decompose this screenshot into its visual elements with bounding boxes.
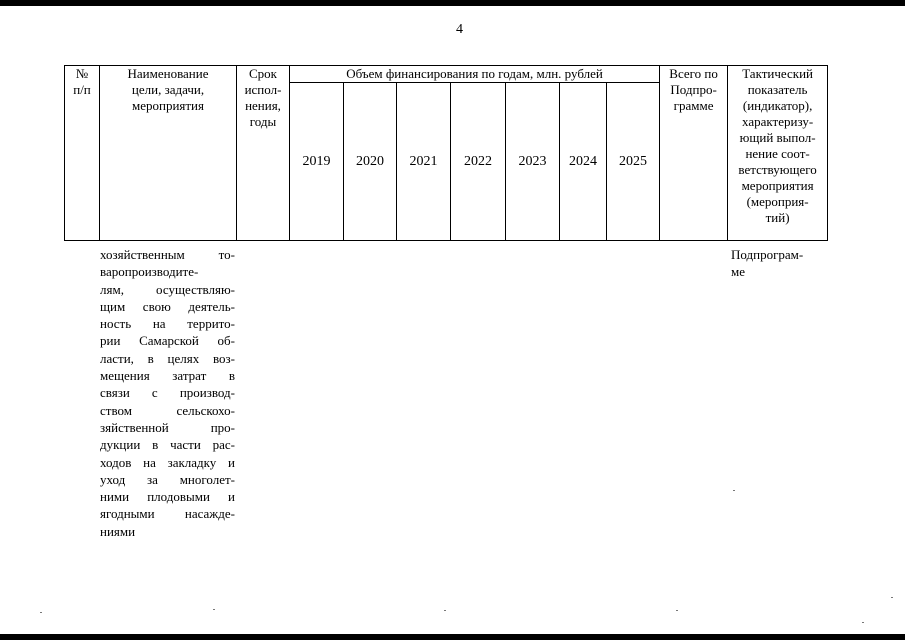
activity-description: [100, 246, 235, 540]
header-indicator-line: нение соот-: [745, 146, 810, 161]
header-cell-financing: Объем финансирования по годам, млн. рублей: [290, 66, 660, 83]
header-name-line: мероприятия: [131, 98, 204, 113]
header-number-line: п/п: [73, 82, 91, 97]
header-term-line: годы: [249, 114, 277, 129]
description-line: щим свою деятель-: [100, 298, 235, 314]
description-line: ниями: [100, 523, 136, 539]
header-name-line: Наименование: [127, 66, 209, 81]
header-cell-indicator: [728, 66, 828, 241]
description-line: варопроизводите-: [100, 264, 199, 280]
page-number: 4: [456, 22, 463, 37]
header-number-line: №: [75, 66, 89, 81]
scan-speck: [40, 612, 42, 613]
description-line: связи с производ-: [100, 385, 235, 401]
header-indicator-line: (мероприя-: [746, 194, 809, 209]
description-line: мещения затрат в: [100, 368, 235, 384]
header-year-2019: 2019: [290, 83, 344, 241]
scan-speck: [213, 609, 215, 610]
scan-speck: [862, 622, 864, 623]
description-line: рии Самарской об-: [100, 333, 235, 349]
header-indicator-line: показатель: [747, 82, 808, 97]
header-term-line: Срок: [249, 66, 277, 81]
indicator-line: Подпрограм-: [731, 247, 804, 262]
description-line: ходов на закладку и: [100, 454, 235, 470]
header-year-2023: 2023: [506, 83, 560, 241]
header-cell-name: [100, 66, 237, 241]
header-cell-number: [65, 66, 100, 241]
header-total-line: Всего по: [669, 66, 718, 81]
header-term-line: испол-: [244, 82, 282, 97]
scan-top-border: [0, 0, 905, 6]
header-year-2020: 2020: [344, 83, 397, 241]
indicator-line: ме: [731, 264, 745, 280]
header-indicator-line: ветствующего: [738, 162, 817, 177]
description-line: ность на террито-: [100, 316, 235, 332]
header-cell-term: [237, 66, 290, 241]
description-line: дукции в части рас-: [100, 437, 235, 453]
description-line: зяйственной про-: [100, 419, 235, 435]
header-indicator-line: (индикатор),: [742, 98, 813, 113]
header-total-line: грамме: [673, 98, 714, 113]
scan-bottom-border: [0, 634, 905, 640]
header-indicator-line: Тактический: [742, 66, 813, 81]
header-year-2022: 2022: [451, 83, 506, 241]
header-name-line: цели, задачи,: [131, 82, 205, 97]
description-line: ними плодовыми и: [100, 489, 235, 505]
scan-speck: [733, 490, 735, 491]
header-term-line: нения,: [245, 98, 281, 113]
description-line: ласти, в целях воз-: [100, 350, 235, 366]
header-indicator-line: мероприятия: [741, 178, 814, 193]
header-total-line: Подпро-: [670, 82, 717, 97]
description-line: хозяйственным то-: [100, 247, 235, 262]
description-line: лям, осуществляю-: [100, 281, 235, 297]
header-indicator-line: характеризу-: [742, 114, 814, 129]
header-year-2024: 2024: [560, 83, 607, 241]
description-line: ством сельскохо-: [100, 402, 235, 418]
indicator-value: [731, 246, 827, 281]
header-indicator-line: ющий выпол-: [739, 130, 816, 145]
header-year-2021: 2021: [397, 83, 451, 241]
description-line: уход за многолет-: [100, 471, 235, 487]
scan-speck: [891, 597, 893, 598]
header-indicator-line: тий): [765, 210, 790, 225]
description-line: ягодными насажде-: [100, 506, 235, 522]
scan-speck: [444, 610, 446, 611]
header-year-2025: 2025: [607, 83, 660, 241]
header-cell-total: [660, 66, 728, 241]
scan-speck: [676, 610, 678, 611]
header-table: [64, 65, 828, 241]
